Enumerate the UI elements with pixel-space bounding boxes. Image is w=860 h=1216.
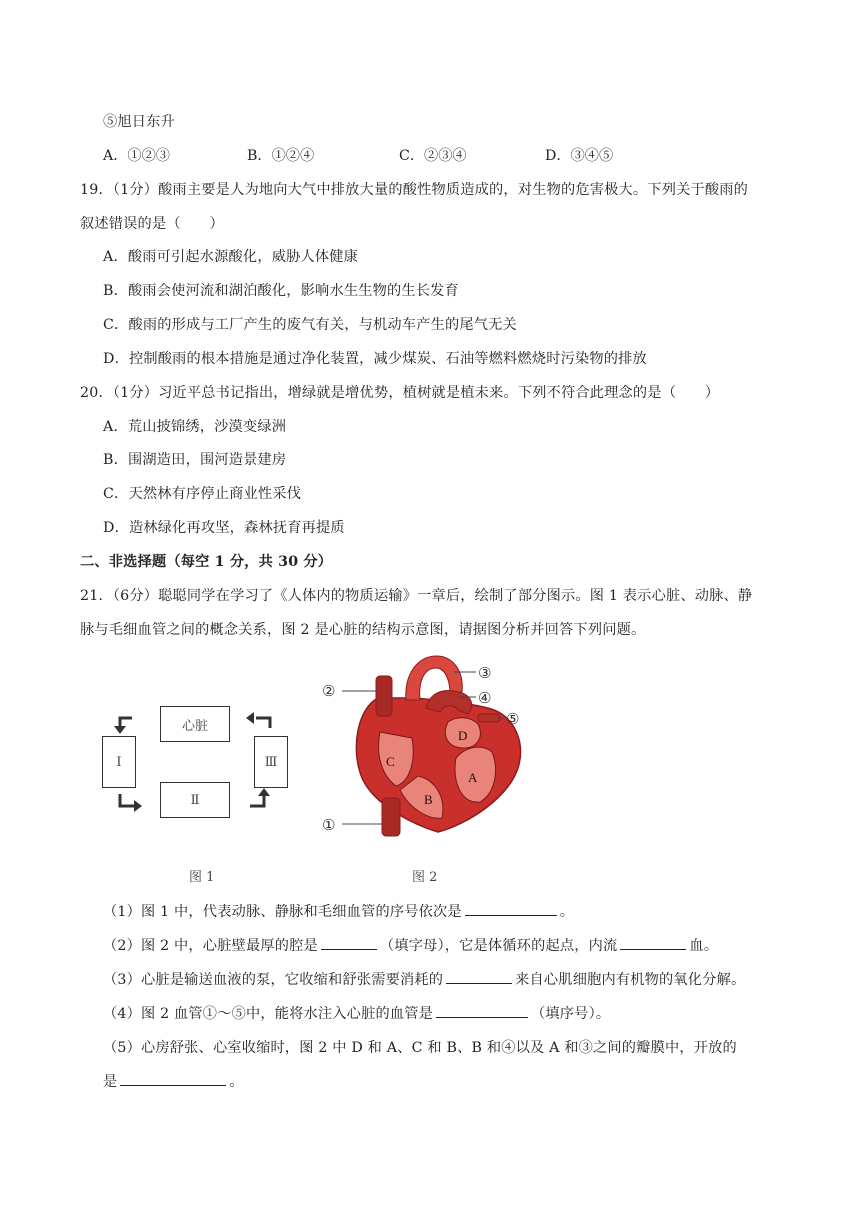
q21-sub2-end: 血。 (689, 938, 719, 954)
label-1: ① (322, 816, 336, 834)
label-5: ⑤ (506, 710, 520, 728)
label-3: ③ (478, 664, 492, 682)
chamber-label-A: A (468, 770, 478, 785)
q18-option-b[interactable]: B．①②④ (247, 148, 315, 164)
q19-option-b[interactable]: B．酸雨会使河流和湖泊酸化，影响水生生物的生长发育 (103, 283, 459, 299)
q21-sub1-text: （1）图 1 中，代表动脉、静脉和毛细血管的序号依次是 (103, 904, 462, 920)
q21-sub3 (103, 969, 745, 989)
q19-stem-line2: 叙述错误的是（ ） (80, 216, 224, 232)
q21-sub1-end: 。 (559, 904, 575, 920)
q21-sub1 (103, 901, 574, 921)
section-title: 二、非选择题（每空 1 分，共 30 分） (80, 554, 333, 570)
q21-sub4 (103, 1003, 610, 1023)
q21-sub4-text: （4）图 2 血管①～⑤中，能将水注入心脏的血管是 (103, 1006, 434, 1022)
label-2: ② (322, 682, 336, 700)
q21-sub5-end: 。 (229, 1074, 244, 1090)
figure-2-caption: 图 2 (412, 870, 438, 885)
q20-option-d[interactable]: D．造林绿化再攻坚，森林抚育再提质 (103, 520, 345, 536)
label-4: ④ (478, 689, 492, 707)
q21-sub2-mid: （填字母），它是体循环的起点，内流 (379, 938, 618, 954)
box-III: Ⅲ (254, 736, 288, 788)
chamber-label-B: B (424, 792, 433, 807)
q21-sub5-line1: （5）心房舒张、心室收缩时，图 2 中 D 和 A、C 和 B、B 和④以及 A 和③之间的瓣膜中，开放的 (103, 1040, 737, 1056)
arrow-III-to-heart (256, 718, 270, 728)
chamber-label-C: C (386, 754, 395, 769)
box-heart: 心脏 (160, 706, 230, 742)
q18-option-a[interactable]: A．①②③ (103, 148, 170, 164)
q21-sub3-blank[interactable] (446, 969, 512, 984)
box-I: Ⅰ (102, 736, 136, 788)
q18-option-c[interactable]: C．②③④ (399, 148, 467, 164)
superior-vena-cava-icon (376, 676, 392, 716)
q21-sub3-end: 来自心肌细胞内有机物的氧化分解。 (515, 972, 746, 988)
q21-sub3-text: （3）心脏是输送血液的泵，它收缩和舒张需要消耗的 (103, 972, 444, 988)
figure-2-heart-diagram (318, 648, 538, 838)
inferior-vena-cava-icon (382, 798, 400, 836)
figure-1-arrows (98, 700, 298, 830)
q21-sub1-blank[interactable] (465, 901, 557, 916)
q20-option-b[interactable]: B．围湖造田，围河造景建房 (103, 452, 287, 468)
q21-sub2 (103, 935, 718, 955)
q19-option-d[interactable]: D．控制酸雨的根本措施是通过净化装置，减少煤炭、石油等燃料燃烧时污染物的排放 (103, 351, 647, 367)
q21-sub5-blank[interactable] (120, 1071, 226, 1086)
q20-option-a[interactable]: A．荒山披锦绣，沙漠变绿洲 (103, 419, 287, 435)
figure-1-caption: 图 1 (189, 870, 215, 885)
arrow-I-to-II (120, 794, 136, 806)
q19-option-a[interactable]: A．酸雨可引起水源酸化，威胁人体健康 (103, 249, 359, 265)
q21-sub4-blank[interactable] (436, 1003, 528, 1018)
figure-1-concept-map (98, 700, 298, 830)
q21-sub2-text: （2）图 2 中，心脏壁最厚的腔是 (103, 938, 318, 954)
q18-options (103, 145, 723, 165)
q21-sub2-blank1[interactable] (321, 935, 377, 950)
q18-option-d[interactable]: D．③④⑤ (545, 148, 614, 164)
q21-stem-line2: 脉与毛细血管之间的概念关系，图 2 是心脏的结构示意图，请据图分析并回答下列问题。 (80, 622, 646, 638)
box-II: Ⅱ (160, 782, 230, 818)
q20-stem: 20．（1分）习近平总书记指出，增绿就是增优势，植树就是植未来。下列不符合此理念的是（ ） (80, 385, 720, 401)
q21-sub5-line2 (103, 1071, 244, 1091)
q19-option-c[interactable]: C．酸雨的形成与工厂产生的废气有关，与机动车产生的尾气无关 (103, 317, 517, 333)
q21-sub4-end: （填序号）。 (531, 1006, 611, 1022)
q19-stem-line1: 19．（1分）酸雨主要是人为地向大气中排放大量的酸性物质造成的，对生物的危害极大。下列关于酸雨的 (80, 182, 749, 198)
q21-stem-line1: 21．（6分）聪聪同学在学习了《人体内的物质运输》一章后，绘制了部分图示。图 1 表示心脏、动脉、静 (80, 588, 753, 604)
q20-option-c[interactable]: C．天然林有序停止商业性采伐 (103, 486, 302, 502)
q21-sub2-blank2[interactable] (620, 935, 686, 950)
q18-item5: ⑤旭日东升 (103, 114, 175, 130)
chamber-label-D: D (458, 728, 468, 743)
pulmonary-vein-icon (478, 714, 500, 722)
q21-sub5-text: 是 (103, 1074, 118, 1090)
